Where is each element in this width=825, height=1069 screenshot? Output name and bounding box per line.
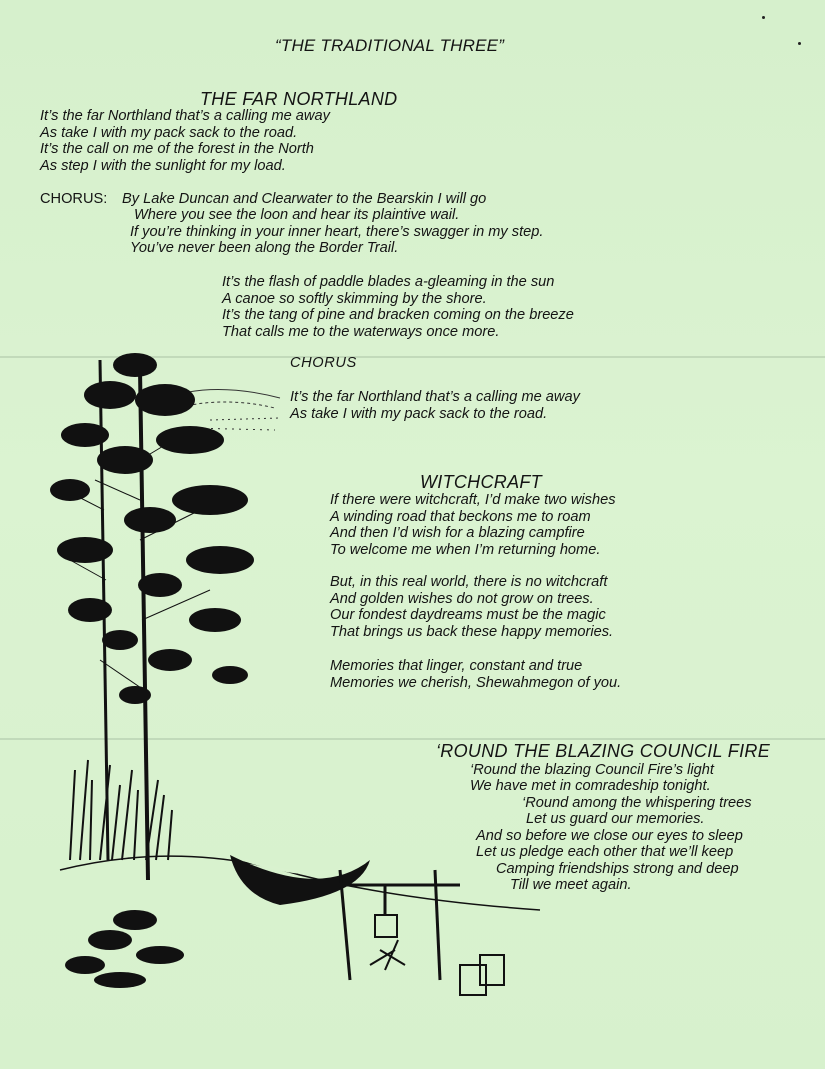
lyric-line: As step I with the sunlight for my load. <box>40 157 286 174</box>
lyric-line: As take I with my pack sack to the road. <box>40 124 298 141</box>
lyric-line: Memories we cherish, Shewahmegon of you. <box>330 674 622 691</box>
lyric-line: Let us pledge each other that we’ll keep <box>476 844 734 860</box>
lyric-line: A canoe so softly skimming by the shore. <box>222 290 487 307</box>
baskets-icon <box>460 955 504 995</box>
tree-foliage-icon <box>50 353 254 704</box>
far-northland-verse-1 <box>40 108 330 174</box>
campfire-icon <box>370 940 405 970</box>
chorus-repeat-label: CHORUS <box>290 355 357 371</box>
lyric-line: And then I’d wish for a blazing campfire <box>330 525 585 542</box>
lyric-line: If there were witchcraft, I’d make two wishes <box>330 492 616 508</box>
grass-icon <box>70 760 172 860</box>
lyric-line: You’ve never been along the Border Trail. <box>130 240 399 256</box>
pot-icon <box>375 915 397 937</box>
lyric-line: By Lake Duncan and Clearwater to the Bearskin I will go <box>122 191 487 207</box>
cooking-pot-tripod-icon <box>320 870 460 980</box>
lyric-line: ‘Round among the whispering trees <box>522 795 752 811</box>
lyric-line: If you’re thinking in your inner heart, there’s swagger in my step. <box>130 224 544 240</box>
song-title-council-fire: ‘ROUND THE BLAZING COUNCIL FIRE <box>436 741 771 761</box>
campsite-illustration <box>40 340 560 1010</box>
paper-speck <box>798 42 801 45</box>
lyric-line: Let us guard our memories. <box>526 811 705 827</box>
lyric-line: As take I with my pack sack to the road. <box>290 405 548 422</box>
lyric-line: And golden wishes do not grow on trees. <box>330 590 594 607</box>
far-northland-verse-2 <box>222 274 574 340</box>
chorus-label: CHORUS: <box>40 191 108 207</box>
lyric-line: ‘Round the blazing Council Fire’s light <box>470 762 714 778</box>
lyric-line: Memories that linger, constant and true <box>330 658 583 674</box>
lyric-line: To welcome me when I’m returning home. <box>330 541 601 558</box>
lyric-line: We have met in comradeship tonight. <box>470 778 711 794</box>
lyric-line: A winding road that beckons me to roam <box>330 508 591 525</box>
lyric-line: But, in this real world, there is no witchcraft <box>330 574 608 590</box>
shrub-icon <box>65 910 184 988</box>
lyric-line: It’s the call on me of the forest in the North <box>40 141 314 158</box>
page-title: “THE TRADITIONAL THREE” <box>275 36 505 55</box>
song-title-witchcraft: WITCHCRAFT <box>420 472 542 492</box>
song-title-far-northland: THE FAR NORTHLAND <box>200 89 398 109</box>
lyric-line: It’s the flash of paddle blades a-gleaming in the sun <box>222 274 555 290</box>
lyric-line: It’s the tang of pine and bracken coming on the breeze <box>222 307 574 324</box>
canoe-icon <box>230 855 370 905</box>
lyric-line: And so before we close our eyes to sleep <box>476 828 743 844</box>
lyric-line: That calls me to the waterways once more. <box>222 323 500 340</box>
lyric-line: That brings us back these happy memories. <box>330 623 614 640</box>
lyric-line: Till we meet again. <box>510 877 632 893</box>
lyric-line: It’s the far Northland that’s a calling me away <box>290 389 580 405</box>
lyric-line: Camping friendships strong and deep <box>496 861 739 877</box>
lyric-line: Our fondest daydreams must be the magic <box>330 607 606 624</box>
lyric-line: It’s the far Northland that’s a calling me away <box>40 108 330 124</box>
paper-speck <box>762 16 765 19</box>
lyric-line: Where you see the loon and hear its plaintive wail. <box>134 207 460 223</box>
